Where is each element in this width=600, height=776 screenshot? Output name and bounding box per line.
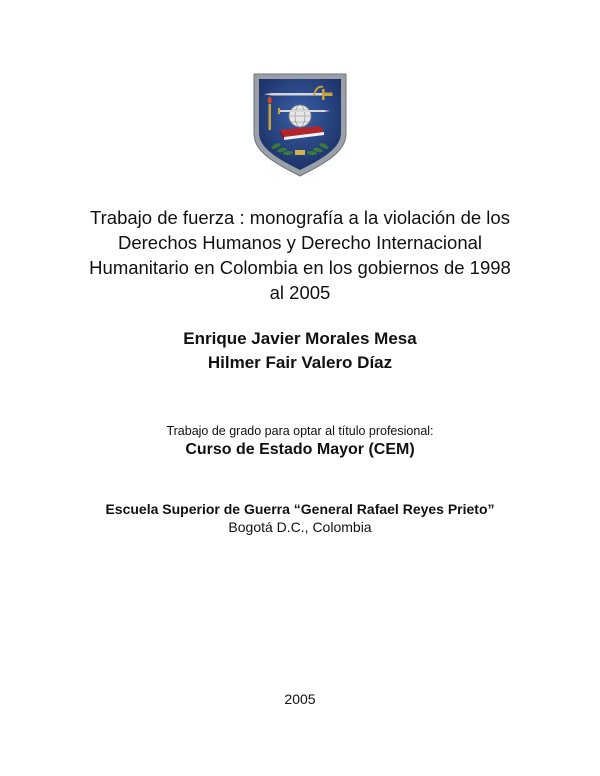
author-2: Hilmer Fair Valero Díaz [207,353,393,372]
document-title [40,205,560,305]
institution-crest-emblem [250,70,350,178]
institution-name: Escuela Superior de Guerra “General Rafael Reyes Prieto” [105,501,495,517]
author-list [40,327,560,375]
institution-location: Bogotá D.C., Colombia [228,519,372,535]
insignia-icon [295,150,305,155]
degree-name: Curso de Estado Mayor (CEM) [185,441,415,458]
title-line-4: al 2005 [269,282,331,303]
globe-icon [289,105,311,127]
title-line-2: Derechos Humanos y Derecho Internacional [117,232,483,253]
author-1: Enrique Javier Morales Mesa [183,329,417,348]
degree-intro-text: Trabajo de grado para optar al título profesional: [166,424,434,438]
publication-year: 2005 [284,691,316,707]
title-line-3: Humanitario en Colombia en los gobiernos de 1998 [89,257,511,278]
title-line-1: Trabajo de fuerza : monografía a la violación de los [90,207,510,228]
